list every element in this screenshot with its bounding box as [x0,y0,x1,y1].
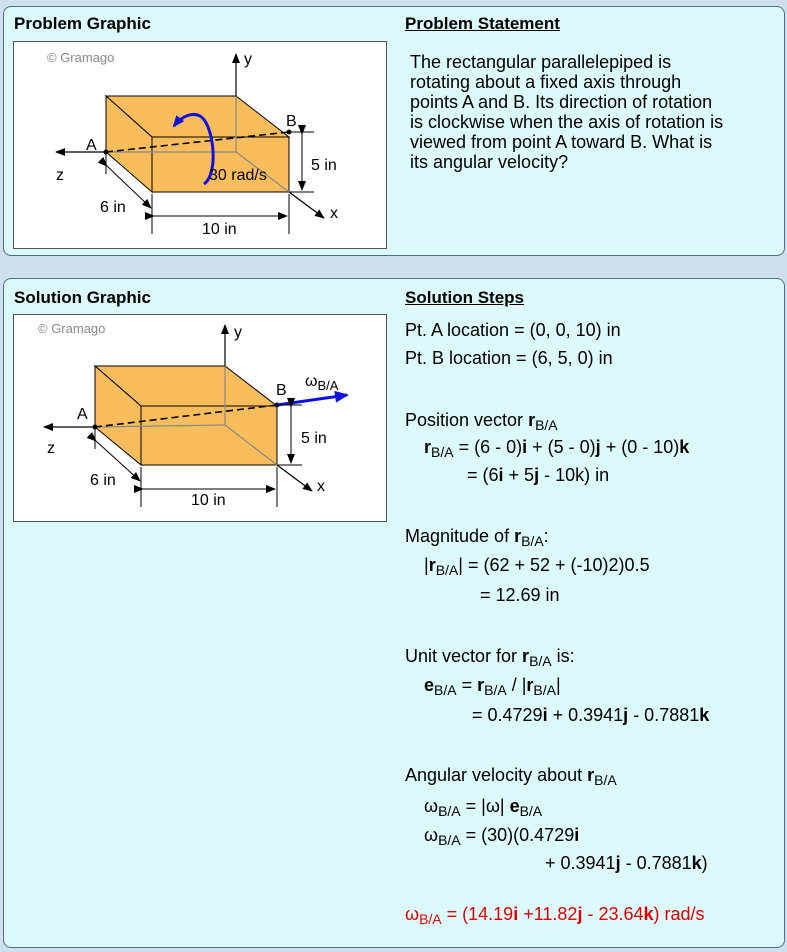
position-vector-title: Position vector $r_{B/A}$ [405,410,558,433]
solution-figure [13,314,387,522]
solution-steps-title: Solution Steps [405,288,524,307]
omega-vector [277,395,347,405]
watermark: © Gramago [38,321,106,336]
point-a-location: Pt. A location = (0, 0, 10) in [405,320,621,340]
angular-velocity-eq2: $\omega_{B/A} = (30)(0.4729i$ [424,825,580,848]
position-vector-eq2: = (6i + 5j - 10k) in [467,465,610,485]
height-dimension-label: 5 in [301,430,327,447]
statement-line: viewed from point A toward B. What is [410,132,713,152]
statement-line: its angular velocity? [410,152,569,172]
point-b-label: B [276,382,287,399]
position-vector-eq1: $r_{B/A} = (6 - 0)i + (5 - 0)j + (0 - 10)k$ [424,437,690,460]
final-answer: $\omega_{B/A} = (14.19i +11.82j - 23.64k)$ rad/s [405,904,705,927]
box-front-face [141,406,277,465]
angular-velocity-title: Angular velocity about $r_{B/A}$ [405,765,617,788]
z-axis-label: z [47,440,55,457]
magnitude-title: Magnitude of $r_{B/A}$: [405,526,549,549]
statement-line: points A and B. Its direction of rotation [410,92,713,112]
statement-line: rotating about a fixed axis through [410,72,682,92]
point-a-label: A [86,137,97,154]
watermark: © Gramago [47,50,115,65]
x-axis [289,192,324,218]
problem-diagram [14,42,386,248]
angular-velocity-eq3: + 0.3941j - 0.7881k) [545,853,708,873]
x-axis [277,465,312,491]
point-b-label: B [286,113,297,130]
x-axis-label: x [317,478,325,495]
rotation-rate-label: 30 rad/s [209,167,267,184]
solution-diagram [14,315,386,521]
unit-vector-eq2: = 0.4729i + 0.3941j - 0.7881k [472,705,710,725]
z-axis-label: z [56,167,64,184]
y-axis-label: y [234,324,242,341]
point-b-location: Pt. B location = (6, 5, 0) in [405,348,613,368]
omega-label: $\omega_{B/A}$ [305,373,339,393]
statement-line: The rectangular parallelepiped is [410,52,672,72]
unit-vector-eq1: $e_{B/A} = r_{B/A} / |r_{B/A}|$ [424,675,561,698]
x-axis-label: x [330,205,338,222]
width-dimension-label: 10 in [202,221,237,238]
y-axis-label: y [244,51,252,68]
width-dimension-label: 10 in [191,492,226,509]
problem-figure [13,41,387,249]
problem-statement-title: Problem Statement [405,14,560,33]
depth-dimension-label: 6 in [90,472,116,489]
angular-velocity-eq1: $\omega_{B/A} = |\omega|$ $e_{B/A}$ [424,796,543,819]
magnitude-eq1: $|r_{B/A}| = (62 + 52 + (-10)2)0.5$ [424,555,650,578]
magnitude-eq2: = 12.69 in [480,585,560,605]
depth-dimension-label: 6 in [100,199,126,216]
problem-statement [410,52,723,172]
statement-line: is clockwise when the axis of rotation is [410,112,724,132]
solution-graphic-title: Solution Graphic [14,288,151,307]
unit-vector-title: Unit vector for $r_{B/A}$ is: [405,646,575,669]
problem-graphic-title: Problem Graphic [14,14,151,33]
point-a-label: A [77,406,88,423]
height-dimension-label: 5 in [311,157,337,174]
